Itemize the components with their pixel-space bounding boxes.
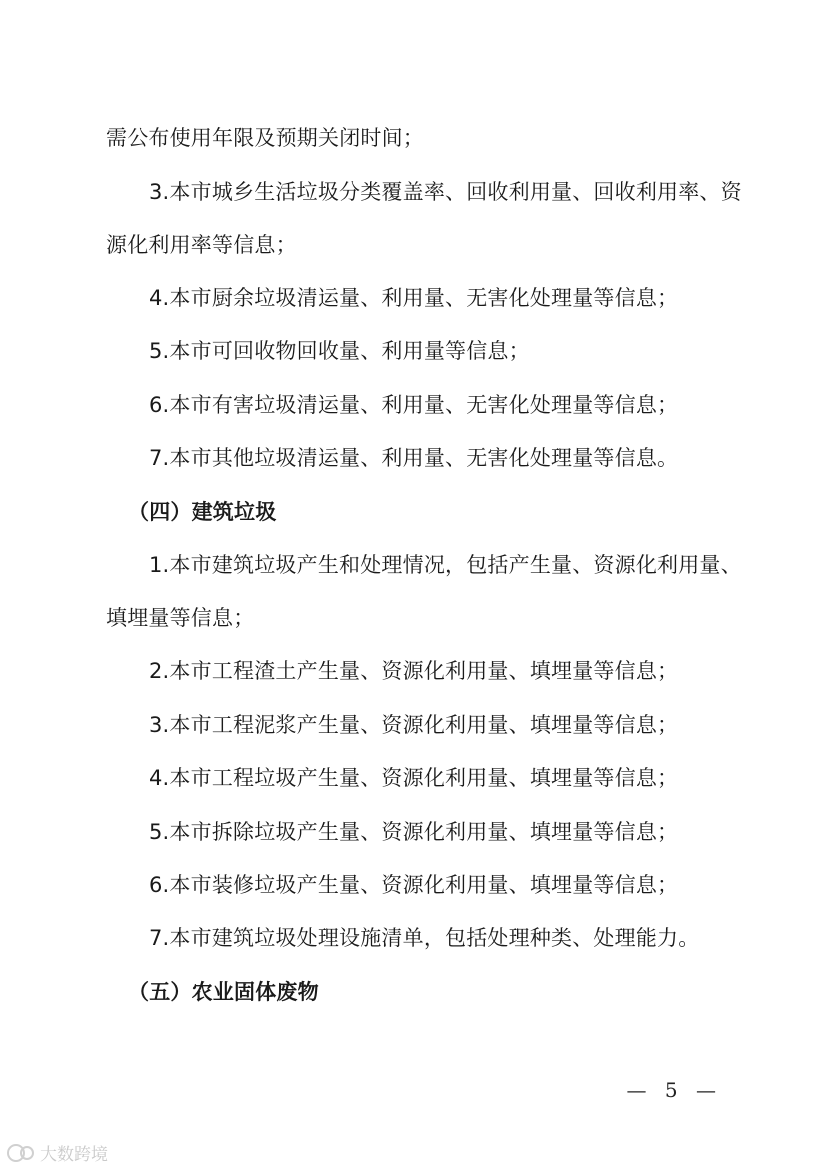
- construction-item-6: 6.本市装修垃圾产生量、资源化利用量、填埋量等信息；: [149, 873, 679, 897]
- text-line-1: 需公布使用年限及预期关闭时间；: [106, 126, 424, 150]
- construction-item-2: 2.本市工程渣土产生量、资源化利用量、填埋量等信息；: [149, 659, 679, 683]
- list-item-7: 7.本市其他垃圾清运量、利用量、无害化处理量等信息。: [149, 446, 679, 470]
- watermark-text: 大数跨境: [40, 1145, 108, 1165]
- construction-item-1: 1.本市建筑垃圾产生和处理情况，包括产生量、资源化利用量、: [149, 553, 742, 577]
- list-item-6: 6.本市有害垃圾清运量、利用量、无害化处理量等信息；: [149, 393, 679, 417]
- list-item-4: 4.本市厨余垃圾清运量、利用量、无害化处理量等信息；: [149, 286, 679, 310]
- page-number: — 5 —: [626, 1078, 722, 1102]
- list-item-3: 3.本市城乡生活垃圾分类覆盖率、回收利用量、回收利用率、资: [149, 180, 742, 204]
- text-line-10: 填埋量等信息；: [106, 606, 255, 630]
- construction-item-7: 7.本市建筑垃圾处理设施清单，包括处理种类、处理能力。: [149, 926, 700, 950]
- construction-item-5: 5.本市拆除垃圾产生量、资源化利用量、填埋量等信息；: [149, 820, 679, 844]
- construction-item-3: 3.本市工程泥浆产生量、资源化利用量、填埋量等信息；: [149, 713, 679, 737]
- text-line-3: 源化利用率等信息；: [106, 233, 297, 257]
- section-heading-construction-waste: （四）建筑垃圾: [128, 500, 277, 524]
- list-item-5: 5.本市可回收物回收量、利用量等信息；: [149, 339, 530, 363]
- watermark: [6, 1140, 108, 1165]
- construction-item-4: 4.本市工程垃圾产生量、资源化利用量、填埋量等信息；: [149, 766, 679, 790]
- section-heading-agricultural-waste: （五）农业固体废物: [128, 980, 319, 1004]
- sohu-logo-icon: [6, 1143, 36, 1163]
